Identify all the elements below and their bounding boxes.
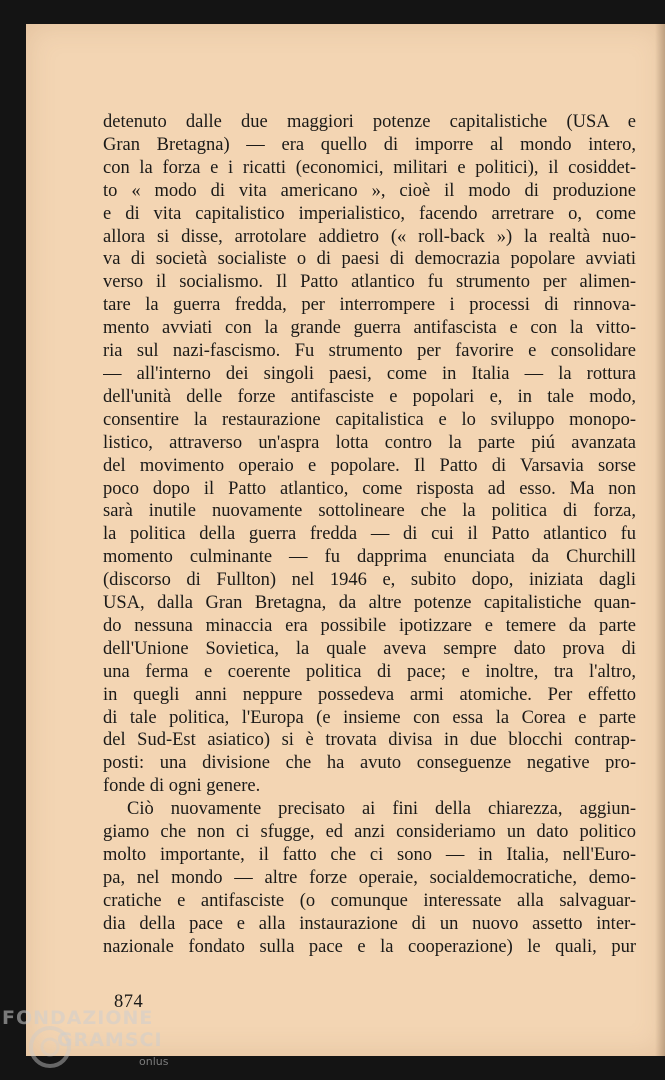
text-line: detenuto dalle due maggiori potenze capitalistiche (USA e bbox=[103, 112, 636, 132]
text-line: fonde di ogni genere. bbox=[103, 776, 261, 797]
text-line: (discorso di Fullton) nel 1946 e, subito dopo, iniziata dagli bbox=[103, 570, 636, 591]
text-line: giamo che non ci sfugge, ed anzi consideriamo un dato politico bbox=[103, 822, 636, 843]
text-line: verso il socialismo. Il Patto atlantico fu strumento per alimen- bbox=[103, 272, 636, 293]
watermark-line-3: onlus bbox=[139, 1055, 169, 1068]
book-page bbox=[26, 24, 665, 1056]
text-line: posti: una divisione che ha avuto conseguenze negative pro- bbox=[103, 753, 636, 774]
text-line: momento culminante — fu dapprima enunciata da Churchill bbox=[103, 547, 636, 568]
text-line: va di società socialiste o di paesi di democrazia popolare avviati bbox=[103, 249, 636, 270]
text-line: listico, attraverso un'aspra lotta contro la parte piú avanzata bbox=[103, 432, 636, 453]
text-line: cratiche e antifasciste (o comunque interessate alla salvaguar- bbox=[103, 890, 636, 911]
text-line: del movimento operaio e popolare. Il Patto di Varsavia sorse bbox=[103, 455, 636, 476]
text-line: una ferma e coerente politica di pace; e inoltre, tra l'altro, bbox=[103, 661, 636, 682]
text-line: di tale politica, l'Europa (e insieme con essa la Corea e parte bbox=[103, 707, 636, 728]
text-line: consentire la restaurazione capitalistica e lo sviluppo monopo- bbox=[103, 409, 636, 430]
paragraph-start-line: Ciò nuovamente precisato ai fini della chiarezza, aggiun- bbox=[127, 799, 636, 820]
body-text bbox=[103, 111, 636, 959]
text-line: — all'interno dei singoli paesi, come in Italia — la rottura bbox=[103, 363, 636, 384]
text-line: in quegli anni neppure possedeva armi atomiche. Per effetto bbox=[103, 684, 636, 705]
text-line: do nessuna minaccia era possibile ipotizzare e temere da parte bbox=[103, 615, 636, 636]
page-number: 874 bbox=[114, 992, 144, 1012]
text-line: ria sul nazi-fascismo. Fu strumento per favorire e consolidare bbox=[103, 341, 636, 362]
text-line: poco dopo il Patto atlantico, come risposta ad esso. Ma non bbox=[103, 478, 636, 499]
text-line: pa, nel mondo — altre forze operaie, socialdemocratiche, demo- bbox=[103, 867, 636, 888]
text-line: allora si disse, arrotolare addietro (« roll-back ») la realtà nuo- bbox=[103, 226, 636, 247]
text-line: dia della pace e alla instaurazione di un nuovo assetto inter- bbox=[103, 913, 636, 934]
text-line: del Sud-Est asiatico) si è trovata divisa in due blocchi contrap- bbox=[103, 730, 636, 751]
text-line: nazionale fondato sulla pace e la cooperazione) le quali, pur bbox=[103, 936, 636, 957]
page-edge-shadow bbox=[655, 24, 665, 1056]
text-line: sarà inutile nuovamente sottolineare che la politica di forza, bbox=[103, 501, 636, 522]
text-line: molto importante, il fatto che ci sono — in Italia, nell'Euro- bbox=[103, 845, 636, 865]
text-line: e di vita capitalistico imperialistico, facendo arretrare o, come bbox=[103, 203, 636, 224]
text-line: dell'Unione Sovietica, la quale aveva sempre dato prova di bbox=[103, 638, 636, 659]
watermark-line-2: GRAMSCI bbox=[57, 1029, 163, 1051]
text-line: mento avviati con la grande guerra antifascista e con la vitto- bbox=[103, 318, 636, 339]
text-line: con la forza e i ricatti (economici, militari e politici), il cosiddet- bbox=[103, 157, 636, 178]
text-line: to « modo di vita americano », cioè il modo di produzione bbox=[103, 180, 636, 201]
text-line: dell'unità delle forze antifasciste e popolari e, in tale modo, bbox=[103, 386, 636, 407]
text-line: la politica della guerra fredda — di cui il Patto atlantico fu bbox=[103, 524, 636, 545]
text-line: USA, dalla Gran Bretagna, da altre potenze capitalistiche quan- bbox=[103, 593, 636, 614]
watermark-line-1: FONDAZIONE bbox=[2, 1007, 154, 1029]
watermark bbox=[2, 1007, 202, 1077]
text-line: tare la guerra fredda, per interrompere i processi di rinnova- bbox=[103, 295, 636, 316]
text-line: Gran Bretagna) — era quello di imporre al mondo intero, bbox=[103, 134, 636, 155]
